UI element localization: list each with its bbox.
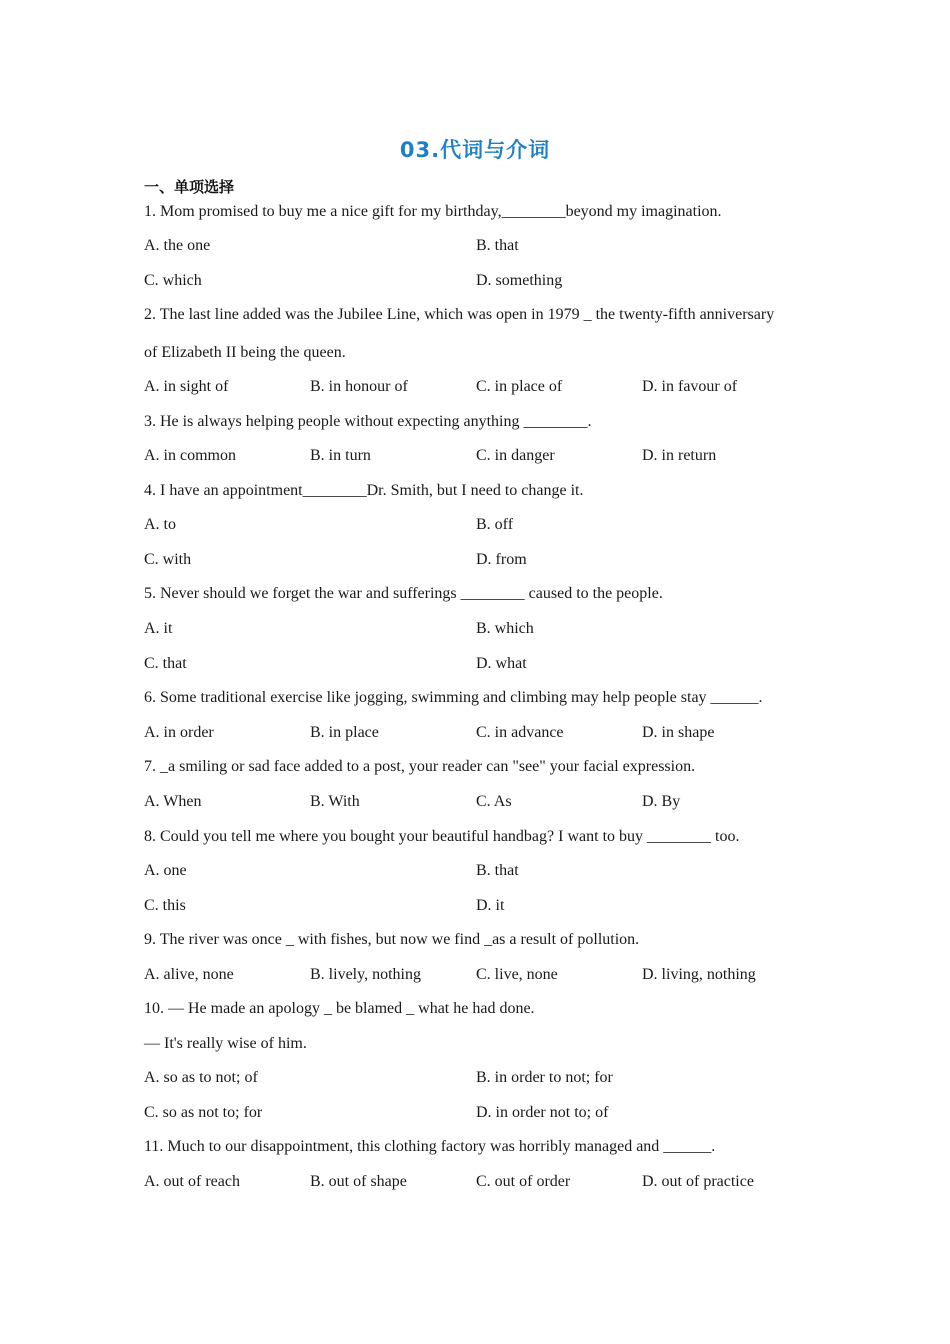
question-11-option-a[interactable]: A. out of reach	[144, 1173, 240, 1190]
question-5-option-d[interactable]: D. what	[476, 655, 527, 672]
question-7-stem: 7. _a smiling or sad face added to a post, your reader can "see" your facial expression.	[144, 758, 696, 775]
question-6-option-a[interactable]: A. in order	[144, 724, 214, 741]
page-title: 03.代词与介词	[399, 138, 551, 162]
question-3-option-a[interactable]: A. in common	[144, 447, 236, 464]
question-1-stem: 1. Mom promised to buy me a nice gift for my birthday,________beyond my imagination.	[144, 203, 722, 220]
question-9-option-c[interactable]: C. live, none	[476, 966, 558, 983]
question-1-option-d[interactable]: D. something	[476, 272, 563, 289]
question-9-option-d[interactable]: D. living, nothing	[642, 966, 756, 983]
question-5-option-b[interactable]: B. which	[476, 620, 534, 637]
question-10-option-a[interactable]: A. so as to not; of	[144, 1069, 258, 1086]
question-9-stem: 9. The river was once _ with fishes, but now we find _as a result of pollution.	[144, 931, 640, 948]
question-2-option-b[interactable]: B. in honour of	[310, 378, 408, 395]
question-11-option-d[interactable]: D. out of practice	[642, 1173, 754, 1190]
question-3-option-b[interactable]: B. in turn	[310, 447, 371, 464]
question-7-option-d[interactable]: D. By	[642, 793, 681, 810]
question-8-option-b[interactable]: B. that	[476, 862, 519, 879]
question-8-stem: 8. Could you tell me where you bought your beautiful handbag? I want to buy ________ too.	[144, 828, 740, 845]
question-4-option-d[interactable]: D. from	[476, 551, 527, 568]
question-6-stem: 6. Some traditional exercise like jogging, swimming and climbing may help people stay ______.	[144, 689, 763, 706]
question-5-option-a[interactable]: A. it	[144, 620, 173, 637]
question-10-option-b[interactable]: B. in order to not; for	[476, 1069, 613, 1086]
question-2-stem-line-2: of Elizabeth II being the queen.	[144, 344, 346, 361]
question-9-option-b[interactable]: B. lively, nothing	[310, 966, 421, 983]
question-10-stem-line-2: — It's really wise of him.	[144, 1035, 307, 1052]
question-1-option-a[interactable]: A. the one	[144, 237, 211, 254]
question-3-option-c[interactable]: C. in danger	[476, 447, 555, 464]
question-8-option-c[interactable]: C. this	[144, 897, 186, 914]
question-4-stem: 4. I have an appointment________Dr. Smith, but I need to change it.	[144, 482, 584, 499]
question-11-option-b[interactable]: B. out of shape	[310, 1173, 407, 1190]
question-3-option-d[interactable]: D. in return	[642, 447, 717, 464]
question-2-option-c[interactable]: C. in place of	[476, 378, 563, 395]
question-5-stem: 5. Never should we forget the war and sufferings ________ caused to the people.	[144, 585, 663, 602]
question-7-option-b[interactable]: B. With	[310, 793, 360, 810]
question-10-stem-line-1: 10. — He made an apology _ be blamed _ what he had done.	[144, 1000, 535, 1017]
question-2-option-d[interactable]: D. in favour of	[642, 378, 738, 395]
question-6-option-d[interactable]: D. in shape	[642, 724, 715, 741]
question-6-option-c[interactable]: C. in advance	[476, 724, 564, 741]
question-11-option-c[interactable]: C. out of order	[476, 1173, 571, 1190]
question-6-option-b[interactable]: B. in place	[310, 724, 379, 741]
section-heading: 一、单项选择	[144, 178, 235, 196]
question-10-option-c[interactable]: C. so as not to; for	[144, 1104, 263, 1121]
question-5-option-c[interactable]: C. that	[144, 655, 187, 672]
question-9-option-a[interactable]: A. alive, none	[144, 966, 234, 983]
question-1-option-b[interactable]: B. that	[476, 237, 519, 254]
question-11-stem: 11. Much to our disappointment, this clothing factory was horribly managed and ______.	[144, 1138, 716, 1155]
question-7-option-c[interactable]: C. As	[476, 793, 512, 810]
question-2-option-a[interactable]: A. in sight of	[144, 378, 229, 395]
question-3-stem: 3. He is always helping people without expecting anything ________.	[144, 413, 592, 430]
question-10-option-d[interactable]: D. in order not to; of	[476, 1104, 609, 1121]
question-4-option-c[interactable]: C. with	[144, 551, 192, 568]
question-7-option-a[interactable]: A. When	[144, 793, 202, 810]
question-1-option-c[interactable]: C. which	[144, 272, 202, 289]
question-4-option-b[interactable]: B. off	[476, 516, 514, 533]
question-8-option-d[interactable]: D. it	[476, 897, 505, 914]
question-4-option-a[interactable]: A. to	[144, 516, 176, 533]
question-8-option-a[interactable]: A. one	[144, 862, 187, 879]
question-2-stem-line-1: 2. The last line added was the Jubilee Line, which was open in 1979 _ the twenty-fifth anniversary	[144, 306, 775, 323]
